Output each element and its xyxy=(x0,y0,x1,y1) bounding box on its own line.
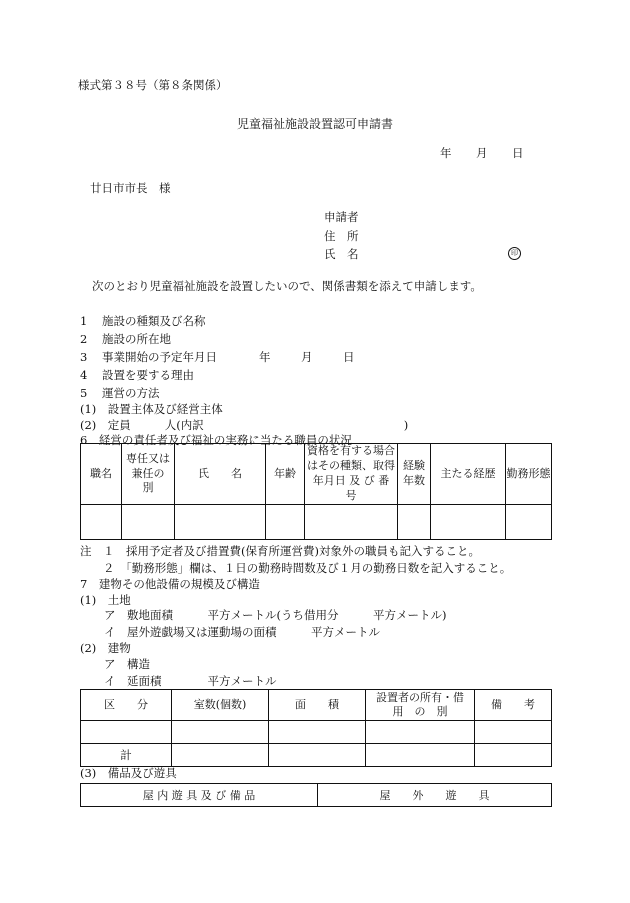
item-4: 4 設置を要する理由 xyxy=(80,368,194,382)
equipment-table xyxy=(80,783,552,807)
applicant-label: 申請者 xyxy=(324,210,359,224)
col-qualification: 資格を有する場合はその種類、取得年月日 及 び 番 号 xyxy=(305,444,398,505)
applicant-address: 住 所 xyxy=(324,229,359,243)
seal-icon: 印 xyxy=(508,247,521,260)
item-3: 3 事業開始の予定年月日 年 月 日 xyxy=(80,350,355,364)
equipment-heading: (3) 備品及び遊具 xyxy=(80,766,177,780)
col-area: 面 積 xyxy=(269,690,366,721)
note-2: ２ 「勤務形態」欄は、１日の勤務時間数及び１月の勤務日数を記入すること。 xyxy=(80,561,512,575)
building-heading: (2) 建物 xyxy=(80,641,131,655)
item-1: 1 施設の種類及び名称 xyxy=(80,314,206,328)
addressee: 廿日市市長 様 xyxy=(90,181,171,195)
table-row xyxy=(81,505,552,540)
col-remarks: 備 考 xyxy=(475,690,552,721)
section-7-title: 7 建物その他設備の規模及び構造 xyxy=(80,577,260,591)
note-1: 注 １ 採用予定者及び措置費(保育所運営費)対象外の職員も記入すること。 xyxy=(80,544,480,558)
col-rooms: 室数(個数) xyxy=(172,690,269,721)
date-day: 日 xyxy=(512,146,524,160)
col-age: 年齢 xyxy=(266,444,305,505)
form-number: 様式第３８号（第８条関係） xyxy=(78,78,228,92)
col-category: 区 分 xyxy=(81,690,172,721)
intro-text: 次のとおり児童福祉施設を設置したいので、関係書類を添えて申請します。 xyxy=(92,279,482,293)
date-year: 年 xyxy=(440,146,452,160)
table-row-total xyxy=(81,744,552,767)
item-5-sub1: (1) 設置主体及び経営主体 xyxy=(80,402,223,416)
col-fulltime: 専任又は兼任の 別 xyxy=(122,444,175,505)
item-5: 5 運営の方法 xyxy=(80,386,160,400)
table-row xyxy=(81,721,552,744)
playground-area: イ 屋外遊戯場又は運動場の面積 平方メートル xyxy=(104,625,380,639)
col-work-style: 勤務形態 xyxy=(506,444,552,505)
col-experience: 経験年数 xyxy=(398,444,431,505)
total-label: 計 xyxy=(81,744,172,767)
col-name: 氏 名 xyxy=(175,444,266,505)
col-outdoor-equipment: 屋 外 遊 具 xyxy=(318,784,552,807)
building-structure: ア 構造 xyxy=(104,657,150,671)
section-6-title: 6 経営の責任者及び福祉の実務に当たる職員の状況 xyxy=(80,433,352,447)
date-month: 月 xyxy=(476,146,488,160)
land-heading: (1) 土地 xyxy=(80,593,131,607)
item-2: 2 施設の所在地 xyxy=(80,332,171,346)
col-job-title: 職名 xyxy=(81,444,122,505)
col-ownership: 設置者の所有・借 用 の 別 xyxy=(366,690,475,721)
land-area: ア 敷地面積 平方メートル(うち借用分 平方メートル) xyxy=(104,608,447,622)
col-career: 主たる経歴 xyxy=(431,444,506,505)
staff-table xyxy=(80,443,552,540)
item-5-sub2: (2) 定員 人(内訳 ) xyxy=(80,418,409,432)
application-date xyxy=(440,148,524,160)
building-floor-area: イ 延面積 平方メートル xyxy=(104,674,277,688)
col-indoor-equipment: 屋 内 遊 具 及 び 備 品 xyxy=(81,784,318,807)
document-title: 児童福祉施設設置認可申請書 xyxy=(236,117,393,131)
building-table xyxy=(80,689,552,767)
applicant-name: 氏 名 xyxy=(324,247,359,261)
